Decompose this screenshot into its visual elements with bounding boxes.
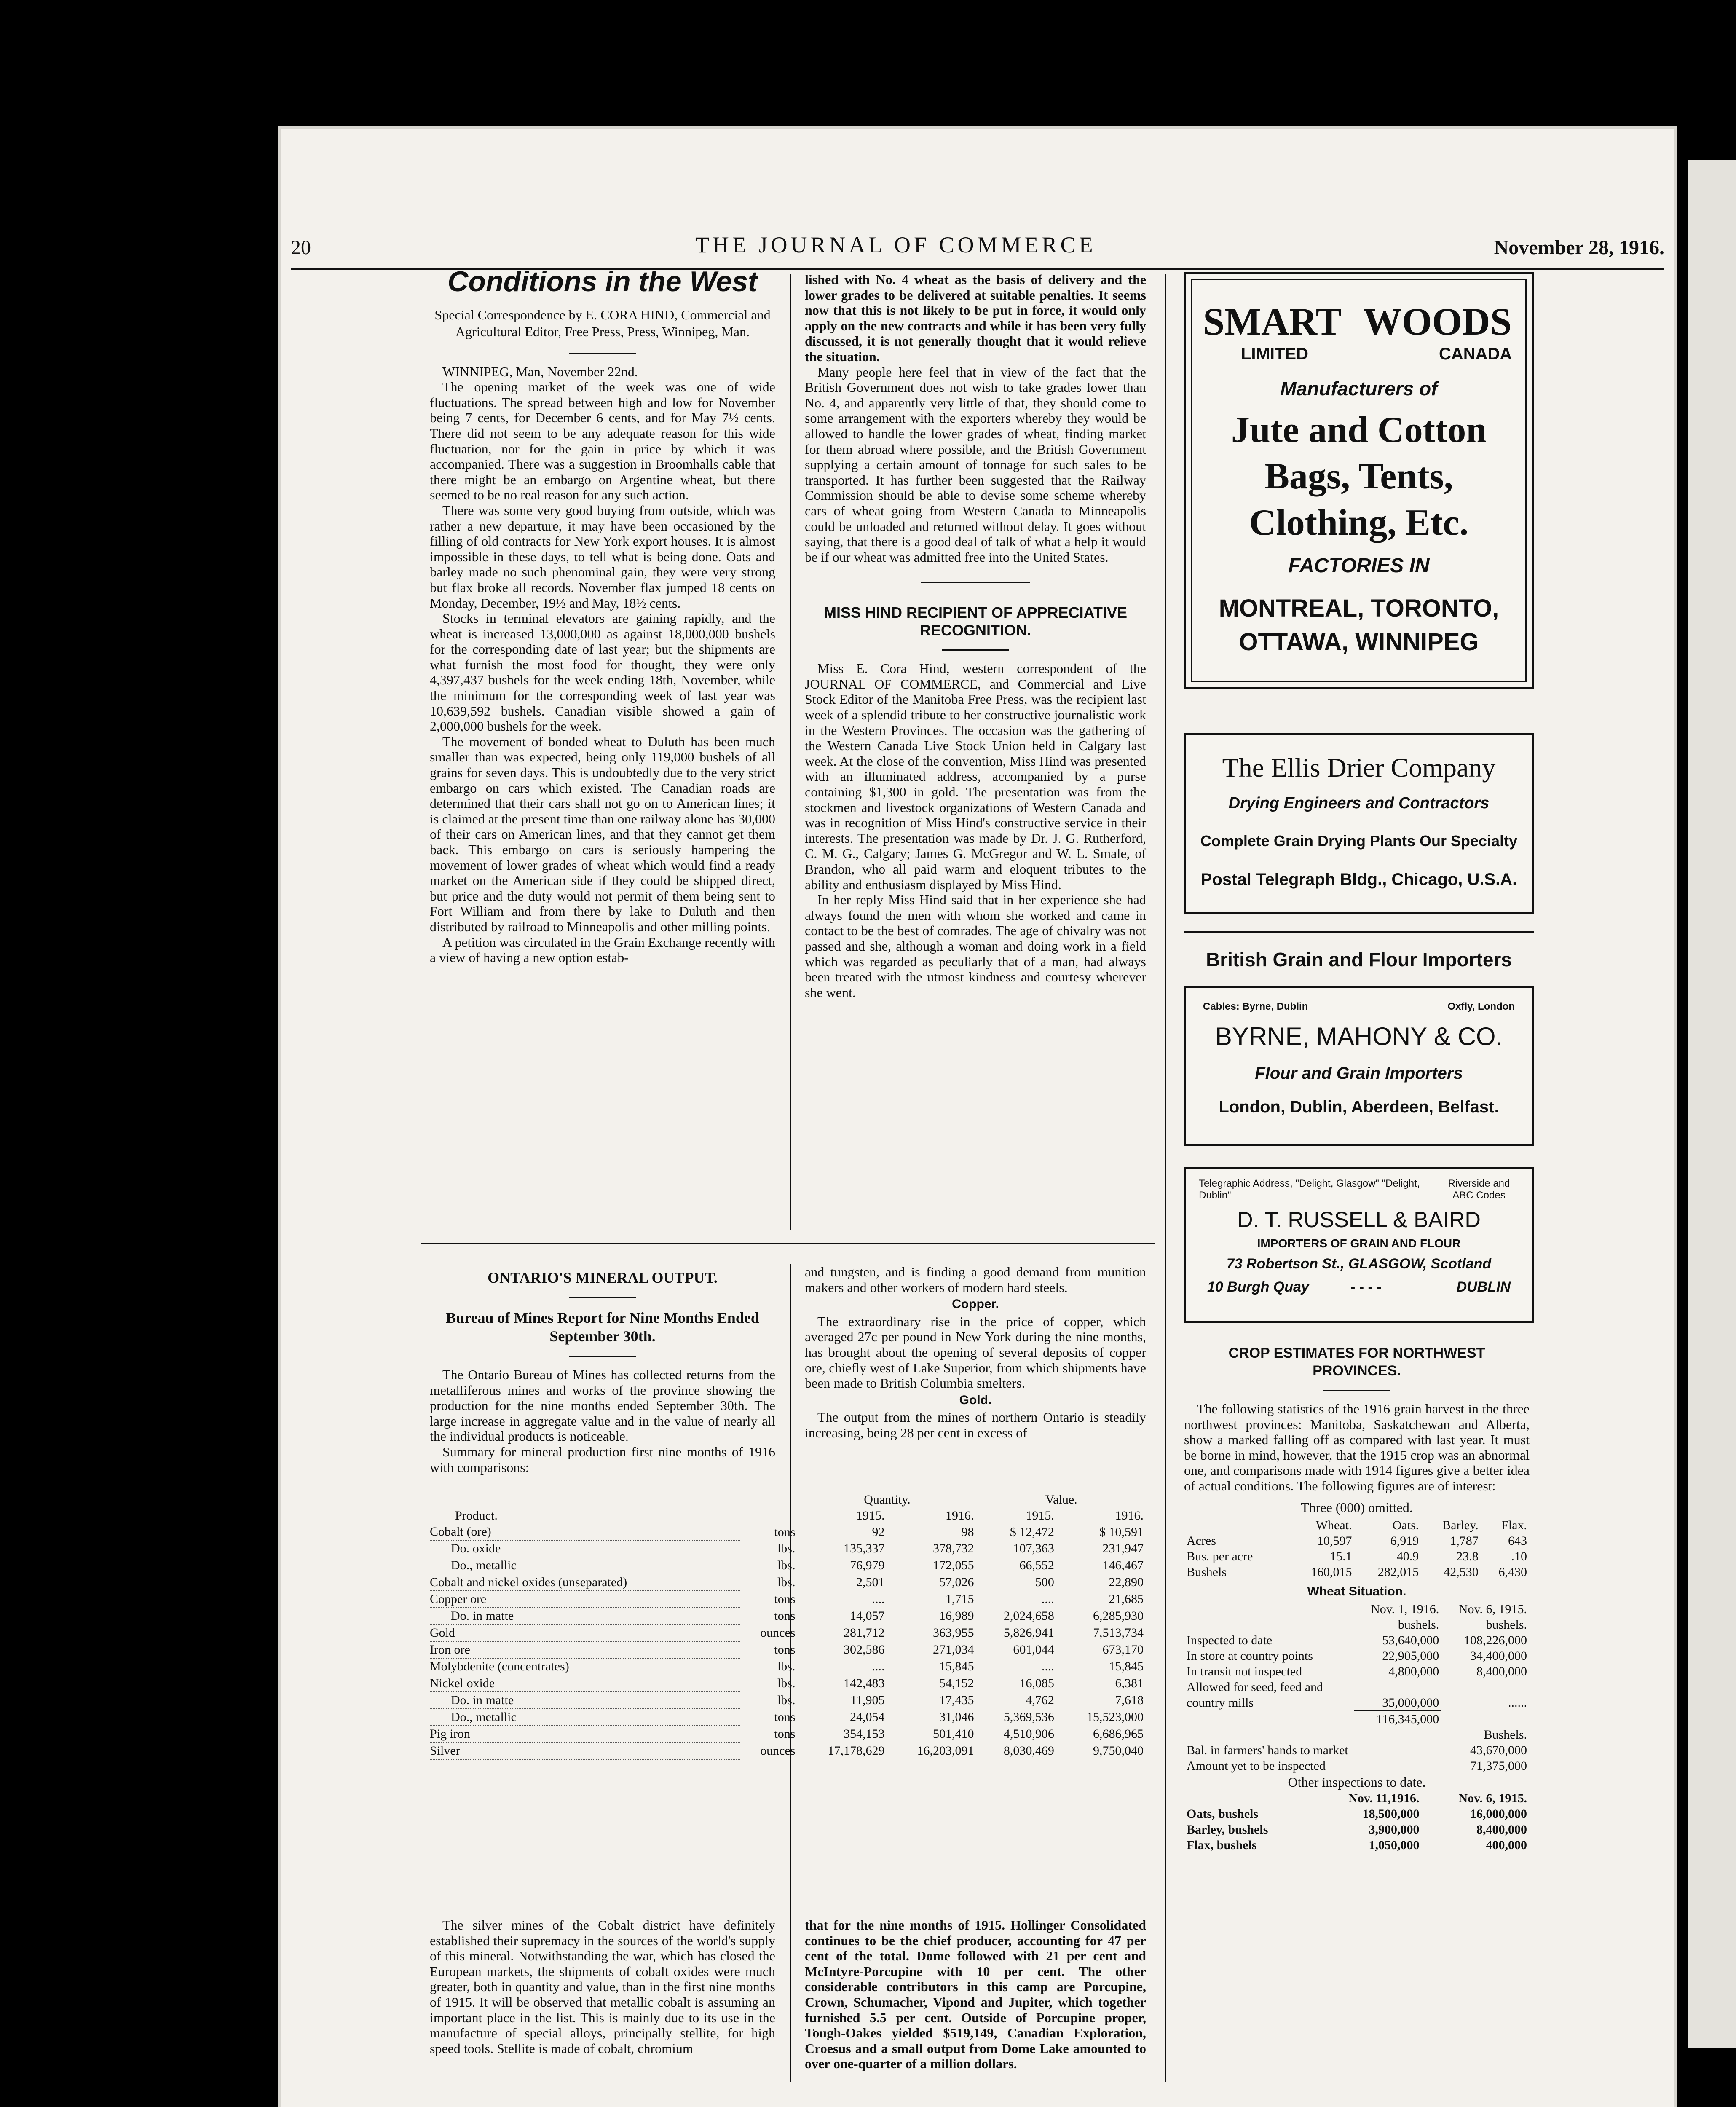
- table-cell: 1,787: [1450, 1534, 1479, 1548]
- table-cell: 24,054: [850, 1710, 885, 1724]
- table-head-value: Value.: [1045, 1493, 1077, 1507]
- table-year: 1915.: [1026, 1509, 1054, 1523]
- table-cell: 22,890: [1109, 1575, 1144, 1589]
- column-rule: [790, 274, 791, 1230]
- ad-line: Bags, Tents,: [1264, 456, 1453, 497]
- column-crop: [1184, 1344, 1530, 1853]
- bushels-label: Bushels.: [1484, 1727, 1527, 1742]
- wheat-total: 116,345,000: [1354, 1711, 1442, 1727]
- table-cell: 400,000: [1486, 1838, 1527, 1852]
- product-unit: lbs.: [777, 1575, 796, 1589]
- wheat-table: [1184, 1601, 1530, 1774]
- table-cell: 5,369,536: [1003, 1710, 1054, 1724]
- product-name: Cobalt and nickel oxides (unseparated): [430, 1574, 740, 1591]
- column-ontario-bottom-right: [805, 1917, 1146, 2072]
- table-cell: 34,400,000: [1470, 1649, 1527, 1663]
- table-row: [430, 1540, 1146, 1557]
- table-cell: 16,203,091: [917, 1744, 974, 1758]
- paragraph: Summary for mineral production first nine months of 1916 with comparisons:: [430, 1444, 775, 1475]
- table-cell: 9,750,040: [1093, 1744, 1144, 1758]
- product-unit: tons: [774, 1525, 796, 1539]
- ad-byrne-cities: London, Dublin, Aberdeen, Belfast.: [1219, 1098, 1499, 1116]
- table-row: [430, 1692, 1146, 1709]
- table-cell: 8,030,469: [1003, 1744, 1054, 1758]
- ad-byrne-mahony: [1184, 986, 1534, 1146]
- table-cell: 108,226,000: [1464, 1633, 1527, 1647]
- paragraph: Miss E. Cora Hind, western correspondent of the JOURNAL OF COMMERCE, and Commercial and Live Stock Editor of the Manitoba Free Press, was the recipient last week of a splendid tribute to her constructive journalistic work in the Western Provinces. The occasion was the gathering of the Western Canada Live Stock Union held in Calgary last week. At the close of the convention, Miss Hind was presented with an illuminated address, accompanied by a purse containing $1,300 in gold. The presentation was from the stockmen and livestock organizations of Western Canada and was in recognition of Miss Hind's constructive service in their interests. The presentation was made by Dr. J. G. Rutherford, C. M. G., Calgary; James G. McGregor and W. L. Smale, of Brandon, who all paid warm and eloquent tributes to the ability and enthusiasm displayed by Miss Hind.: [805, 661, 1146, 892]
- column-rule: [1165, 274, 1166, 2082]
- product-name: Silver: [430, 1742, 740, 1759]
- divider: [569, 1356, 636, 1357]
- west-byline: Special Correspondence by E. CORA HIND, Commercial and Agricultural Editor, Free Press, Press, Winnipeg, Man.: [434, 307, 771, 339]
- table-row: [430, 1675, 1146, 1692]
- table-cell: 1,715: [946, 1592, 974, 1606]
- product-unit: lbs.: [777, 1541, 796, 1555]
- table-cell: 15,845: [939, 1659, 974, 1673]
- table-cell: .10: [1511, 1549, 1527, 1564]
- table-row: [430, 1524, 1146, 1540]
- table-cell: 17,435: [939, 1693, 974, 1707]
- table-cell: Allowed for seed, feed and: [1187, 1680, 1323, 1694]
- other-inspections-heading: Other inspections to date.: [1288, 1774, 1426, 1790]
- newspaper-page: [278, 126, 1677, 2107]
- table-cell: Bushels: [1187, 1565, 1227, 1579]
- wheat-col: Nov. 1, 1916.: [1371, 1602, 1439, 1616]
- paragraph: The movement of bonded wheat to Duluth has been much smaller than was expected, being only 119,000 bushels of all grains for seven days. This is undoubtedly due to the very strict embargo on cars which existed. The Canadian roads are determined that their cars shall not go on to American lines; it is claimed at the present time than one railway alone has 30,000 of their cars on American lines, and that they cannot get them back. This embargo on cars is seriously hampering the movement of lower grades of wheat which would find a ready market on the American side if they could be shipped direct, but price and the duty would not permit of them being sent to Fort William and from there by lake to Duluth and then distributed by railroad to Minneapolis and other milling points.: [430, 734, 775, 934]
- product-unit: tons: [774, 1727, 796, 1741]
- table-cell: 146,467: [1102, 1558, 1144, 1572]
- column-west: [430, 265, 775, 965]
- table-year: 1916.: [1115, 1509, 1144, 1523]
- wheat-situation-heading: Wheat Situation.: [1307, 1584, 1406, 1599]
- table-cell: 363,955: [933, 1626, 974, 1640]
- ad-byrne-cables: Cables: Byrne, Dublin: [1203, 1001, 1308, 1012]
- table-cell: 16,989: [939, 1609, 974, 1623]
- table-cell: 4,800,000: [1388, 1664, 1439, 1678]
- table-cell: 43,670,000: [1470, 1743, 1527, 1757]
- product-name: Iron ore: [430, 1641, 740, 1658]
- table-cell: In transit not inspected: [1187, 1664, 1302, 1678]
- table-cell: Bal. in farmers' hands to market: [1187, 1743, 1348, 1757]
- table-cell: 302,586: [844, 1643, 885, 1657]
- ad-smart-woods: [1184, 272, 1534, 689]
- table-cell: country mills: [1187, 1696, 1254, 1710]
- table-cell: 172,055: [933, 1558, 974, 1572]
- table-cell: 501,410: [933, 1727, 974, 1741]
- paragraph: and tungsten, and is finding a good demand from munition makers and other workers of modern hard steels.: [805, 1264, 1146, 1295]
- ad-russell-codes: Riverside and ABC Codes: [1448, 1178, 1510, 1201]
- crop-table: [1184, 1517, 1530, 1580]
- divider: [1323, 1390, 1390, 1391]
- paragraph: The opening market of the week was one of wide fluctuations. The spread between high and low for November being 7 cents, for December 6 cents, and for May 7½ cents. There did not seem to be any adequate reason for this wide fluctuation, nor for the gain in price by which it was accompanied. There was a suggestion in Broomhalls cable that there might be an embargo on Argentine wheat, but there seemed to be no real reason for any such action.: [430, 379, 775, 503]
- table-cell: 354,153: [844, 1727, 885, 1741]
- table-cell: 6,686,965: [1093, 1727, 1144, 1741]
- table-cell: [1354, 1679, 1442, 1695]
- table-cell: 22,905,000: [1382, 1649, 1439, 1663]
- ad-russell-sub: IMPORTERS OF GRAIN AND FLOUR: [1257, 1237, 1461, 1250]
- ad-ellis-tag: Drying Engineers and Contractors: [1228, 794, 1490, 812]
- crop-row: [1184, 1564, 1530, 1580]
- product-unit: lbs.: [777, 1693, 796, 1707]
- table-cell: 11,905: [850, 1693, 885, 1707]
- column-ontario: [430, 1268, 775, 1475]
- ontario-subtitle: Bureau of Mines Report for Nine Months Ended September 30th.: [446, 1309, 759, 1345]
- table-cell: 17,178,629: [828, 1744, 885, 1758]
- wheat-row: [1184, 1695, 1530, 1711]
- divider: [569, 353, 636, 354]
- table-cell: [1441, 1679, 1530, 1695]
- table-cell: 42,530: [1444, 1565, 1479, 1579]
- paragraph: Many people here feel that in view of the fact that the British Government does not wish to take grades lower than No. 4, and apparently very little of that, they should come to some arrangement with the exporters whereby they would be allowed to handle the lower grades of wheat, finding market for them abroad where possible, and the British Government supplying a certain amount of tonnage for such sales to be transported. It has further been suggested that the Railway Commission should be able to devise some scheme whereby cars of wheat going from Western Canada to Minneapolis could be unloaded and returned without delay. It goes without saying, that there is a good deal of talk of what a help it would be if our wheat was admitted free into the United States.: [805, 364, 1146, 565]
- table-cell: 35,000,000: [1382, 1695, 1439, 1710]
- paragraph: In her reply Miss Hind said that in her experience she had always found the men with whom she worked and came in contact to be the best of comrades. The age of chivalry was not passed and she, although a woman and doing work in a field which was regarded as peculiarly that of a man, had always been treated with the utmost kindness and courtesy wherever she went.: [805, 892, 1146, 1000]
- table-cell: 76,979: [850, 1558, 885, 1572]
- table-cell: 282,015: [1377, 1565, 1419, 1579]
- mineral-table: [430, 1492, 1155, 1760]
- table-row: [430, 1574, 1146, 1591]
- ad-ellis-spec: Complete Grain Drying Plants Our Specialty: [1200, 832, 1518, 850]
- table-cell: Amount yet to be inspected: [1187, 1759, 1326, 1773]
- table-cell: 601,044: [1013, 1643, 1054, 1657]
- table-cell: Flax, bushels: [1187, 1838, 1257, 1852]
- table-cell: 92: [872, 1525, 885, 1539]
- table-row: [430, 1709, 1146, 1726]
- table-cell: 643: [1508, 1534, 1527, 1548]
- wheat-row: [1184, 1679, 1530, 1695]
- product-unit: tons: [774, 1710, 796, 1724]
- ad-byrne-tag: Flour and Grain Importers: [1255, 1064, 1463, 1083]
- paragraph: The following statistics of the 1916 grain harvest in the three northwest provinces: Manitoba, Saskatchewan and Alberta, show a marked falling off as compared with last year. It must be borne in mind, however, that the 1915 crop was an abnormal one, and comparisons made with 1914 figures give a better idea of actual conditions. The following figures are of interest:: [1184, 1401, 1530, 1493]
- table-cell: 3,900,000: [1369, 1823, 1420, 1837]
- table-cell: 4,762: [1026, 1693, 1054, 1707]
- ad-russell-addr2: 10 Burgh Quay: [1207, 1279, 1309, 1295]
- table-cell: ....: [1041, 1659, 1054, 1673]
- wheat-unit: bushels.: [1398, 1617, 1439, 1632]
- ad-logo-canada: CANADA: [1439, 345, 1512, 363]
- other-col: Nov. 6, 1915.: [1458, 1791, 1527, 1806]
- ad-russell-dublin: DUBLIN: [1456, 1279, 1511, 1295]
- paragraph: that for the nine months of 1915. Hollinger Consolidated continues to be the chief producer, accounting for 47 per cent of the total. Dome followed with 21 per cent and McIntyre-Porcupine with 10 per cent. The other considerable contributors in this camp are Porcupine, Crown, Schumacher, Vipond and Jupiter, which together furnished 5.5 per cent. Outside of Porcupine proper, Tough-Oakes yielded $519,149, Canadian Exploration, Croesus and a small output from Dome Lake amounted to over one-quarter of a million dollars.: [805, 1917, 1146, 2072]
- product-name: Copper ore: [430, 1591, 740, 1608]
- ad-ellis-addr: Postal Telegraph Bldg., Chicago, U.S.A.: [1200, 870, 1517, 889]
- adjacent-page-edge: [1688, 160, 1736, 2048]
- crop-col: Wheat.: [1315, 1518, 1352, 1533]
- table-cell: 54,152: [939, 1676, 974, 1690]
- table-cell: 21,685: [1109, 1592, 1144, 1606]
- table-cell: 16,000,000: [1470, 1807, 1527, 1821]
- table-cell: 6,381: [1115, 1676, 1144, 1690]
- balance-row: [1184, 1758, 1530, 1774]
- paragraph: Stocks in terminal elevators are gaining rapidly, and the wheat is increased 13,000,000 as against 18,000,000 bushels for the corresponding date of last year; but the shipments are what furnish the most food for thought, they were only 4,397,437 bushels for the week ending 18th, November, while the minimum for the corresponding week of last year was 10,639,592 bushels. Canadian visible showed a gain of 2,000,000 bushels for the week.: [430, 611, 775, 734]
- table-cell: $ 12,472: [1010, 1525, 1054, 1539]
- ad-logo-woods: WOODS: [1363, 300, 1512, 343]
- table-cell: Acres: [1187, 1534, 1216, 1548]
- table-cell: 31,046: [939, 1710, 974, 1724]
- ad-russell-name: D. T. RUSSELL & BAIRD: [1237, 1208, 1481, 1232]
- section-rule: [1184, 931, 1534, 933]
- table-cell: 71,375,000: [1470, 1759, 1527, 1773]
- table-cell: 142,483: [844, 1676, 885, 1690]
- table-row: [430, 1742, 1146, 1759]
- table-row: [430, 1591, 1146, 1608]
- table-cell: 15,845: [1109, 1659, 1144, 1673]
- table-cell: 2,501: [856, 1575, 885, 1589]
- other-col: Nov. 11,1916.: [1348, 1791, 1420, 1806]
- ad-russell-dashes: - - - -: [1350, 1279, 1382, 1295]
- copper-heading: Copper.: [952, 1297, 999, 1311]
- page-header: [291, 232, 1664, 270]
- paragraph: A petition was circulated in the Grain Exchange recently with a view of having a new option estab-: [430, 934, 775, 965]
- table-cell: 16,085: [1019, 1676, 1054, 1690]
- table-cell: 15,523,000: [1087, 1710, 1144, 1724]
- column-ontario-cont: [805, 1264, 1146, 1441]
- table-cell: 6,430: [1498, 1565, 1527, 1579]
- table-row: [430, 1641, 1146, 1658]
- table-cell: Bus. per acre: [1187, 1549, 1253, 1564]
- product-name: Gold: [430, 1624, 740, 1641]
- table-cell: 8,400,000: [1476, 1823, 1527, 1837]
- page-number: 20: [291, 236, 311, 259]
- table-cell: 8,400,000: [1476, 1664, 1527, 1678]
- product-name: Do. in matte: [430, 1608, 740, 1624]
- table-row: [430, 1726, 1146, 1742]
- table-cell: 4,510,906: [1003, 1727, 1054, 1741]
- wheat-row: [1184, 1633, 1530, 1648]
- paragraph: The Ontario Bureau of Mines has collected returns from the metalliferous mines and works of the province showing the production for the nine months ended September 30th. The large increase in aggregate value and in the value of nearly all the individual products is noticeable.: [430, 1367, 775, 1444]
- table-cell: 6,285,930: [1093, 1609, 1144, 1623]
- table-cell: 98: [961, 1525, 974, 1539]
- gold-heading: Gold.: [959, 1393, 992, 1407]
- ad-ellis-drier: [1184, 733, 1534, 914]
- crop-col: Oats.: [1392, 1518, 1419, 1533]
- ad-cities: OTTAWA, WINNIPEG: [1239, 628, 1479, 656]
- ad-russell-baird: [1184, 1167, 1534, 1323]
- wheat-row: [1184, 1648, 1530, 1664]
- other-row: [1184, 1837, 1530, 1853]
- table-cell: 231,947: [1102, 1541, 1144, 1555]
- column-center-top: [805, 272, 1146, 1000]
- table-row: [430, 1608, 1146, 1624]
- table-cell: 15.1: [1329, 1549, 1352, 1564]
- table-cell: Oats, bushels: [1187, 1807, 1259, 1821]
- product-name: Do., metallic: [430, 1709, 740, 1726]
- ad-byrne-cables-right: Oxfly, London: [1447, 1001, 1515, 1012]
- ad-factories: FACTORIES IN: [1288, 555, 1430, 577]
- table-cell: 53,640,000: [1382, 1633, 1439, 1647]
- table-cell: Inspected to date: [1187, 1633, 1273, 1647]
- ad-logo: [1203, 299, 1515, 371]
- table-cell: ....: [872, 1592, 885, 1606]
- west-dateline: WINNIPEG, Man, November 22nd.: [442, 364, 638, 379]
- issue-date: November 28, 1916.: [1494, 236, 1664, 259]
- table-cell: $ 10,591: [1099, 1525, 1144, 1539]
- ad-byrne-name: BYRNE, MAHONY & CO.: [1215, 1022, 1503, 1051]
- product-name: Do., metallic: [430, 1557, 740, 1574]
- hind-title: MISS HIND RECIPIENT OF APPRECIATIVE RECOGNITION.: [823, 604, 1128, 639]
- divider: [569, 1297, 636, 1298]
- table-cell: 2,024,658: [1003, 1609, 1054, 1623]
- table-cell: 23.8: [1456, 1549, 1479, 1564]
- divider: [921, 582, 1030, 583]
- table-cell: 6,919: [1390, 1534, 1419, 1548]
- table-cell: 7,618: [1115, 1693, 1144, 1707]
- table-cell: ....: [872, 1659, 885, 1673]
- table-cell: 378,732: [933, 1541, 974, 1555]
- product-unit: tons: [774, 1643, 796, 1657]
- product-unit: lbs.: [777, 1676, 796, 1690]
- table-cell: 1,050,000: [1369, 1838, 1420, 1852]
- table-row: [430, 1624, 1146, 1641]
- table-cell: 14,057: [850, 1609, 885, 1623]
- crop-row: [1184, 1533, 1530, 1549]
- table-cell: 281,712: [844, 1626, 885, 1640]
- table-cell: ....: [1041, 1592, 1054, 1606]
- table-year: 1915.: [856, 1509, 885, 1523]
- paragraph: The extraordinary rise in the price of copper, which averaged 27c per pound in New York during the nine months, has brought about the opening of several deposits of copper ore, chiefly west of Lake Superior, from which shipments have been made to British Columbia smelters.: [805, 1314, 1146, 1391]
- divider: [942, 649, 1009, 651]
- wheat-row: [1184, 1664, 1530, 1679]
- table-year: 1916.: [946, 1509, 974, 1523]
- balance-row: [1184, 1742, 1530, 1758]
- other-table: [1184, 1791, 1530, 1853]
- table-row: [430, 1658, 1146, 1675]
- product-unit: lbs.: [777, 1659, 796, 1673]
- product-unit: ounces: [760, 1744, 796, 1758]
- wheat-col: Nov. 6, 1915.: [1458, 1602, 1527, 1616]
- product-name: Pig iron: [430, 1726, 740, 1742]
- section-rule: [421, 1243, 1155, 1244]
- crop-col: Flax.: [1501, 1518, 1527, 1533]
- table-cell: Barley, bushels: [1187, 1823, 1268, 1837]
- table-cell: 18,500,000: [1362, 1807, 1420, 1821]
- ad-russell-tel: Telegraphic Address, "Delight, Glasgow" "Delight, Dublin": [1199, 1178, 1420, 1201]
- table-cell: 66,552: [1019, 1558, 1054, 1572]
- table-cell: 10,597: [1317, 1534, 1352, 1548]
- table-head-quantity: Quantity.: [864, 1493, 911, 1507]
- table-cell: In store at country points: [1187, 1649, 1313, 1663]
- crop-col: Barley.: [1442, 1518, 1479, 1533]
- table-head-product: Product.: [455, 1509, 498, 1523]
- table-cell: 135,337: [844, 1541, 885, 1555]
- wheat-unit: bushels.: [1486, 1617, 1527, 1632]
- table-cell: 107,363: [1013, 1541, 1054, 1555]
- product-name: Do. in matte: [430, 1692, 740, 1709]
- ad-logo-limited: LIMITED: [1241, 345, 1308, 363]
- table-cell: 40.9: [1396, 1549, 1419, 1564]
- table-cell: 673,170: [1102, 1643, 1144, 1657]
- product-name: Molybdenite (concentrates): [430, 1658, 740, 1675]
- publication-title: THE JOURNAL OF COMMERCE: [695, 232, 1096, 257]
- table-cell: 271,034: [933, 1643, 974, 1657]
- ad-line: Jute and Cotton: [1231, 410, 1487, 450]
- product-unit: tons: [774, 1609, 796, 1623]
- other-row: [1184, 1806, 1530, 1822]
- product-name: Nickel oxide: [430, 1675, 740, 1692]
- crop-omitted: Three (000) omitted.: [1301, 1499, 1413, 1515]
- table-cell: 57,026: [939, 1575, 974, 1589]
- ad-bgfi-heading: British Grain and Flour Importers: [1206, 949, 1512, 970]
- ad-line: Clothing, Etc.: [1249, 502, 1469, 543]
- other-row: [1184, 1822, 1530, 1837]
- product-unit: ounces: [760, 1626, 796, 1640]
- ad-logo-smart: SMART: [1203, 300, 1342, 343]
- paragraph: lished with No. 4 wheat as the basis of delivery and the lower grades to be delivered at suitable penalties. It seems now that this is not likely to be put in force, it would only apply on the new contracts and while it has been very fully discussed, it is not generally thought that it would relieve the situation.: [805, 272, 1146, 364]
- table-row: [430, 1557, 1146, 1574]
- ad-russell-addr: 73 Robertson St., GLASGOW, Scotland: [1226, 1256, 1492, 1272]
- product-name: Do. oxide: [430, 1540, 740, 1557]
- west-title: Conditions in the West: [447, 265, 758, 298]
- column-ontario-bottom-left: [430, 1917, 775, 2056]
- paragraph: There was some very good buying from outside, which was rather a new departure, it may have been occasioned by the filling of old contracts for New York export houses. It is almost impossible in these days, to tell what is being done. Oats and barley made no such phenominal gain, they were very strong but flax broke all records. November flax jumped 18 cents on Monday, December, 19½ and May, 18½ cents.: [430, 502, 775, 611]
- table-cell: ......: [1508, 1696, 1527, 1710]
- crop-title: CROP ESTIMATES FOR NORTHWEST PROVINCES.: [1228, 1345, 1485, 1379]
- table-cell: 7,513,734: [1093, 1626, 1144, 1640]
- table-cell: 5,826,941: [1003, 1626, 1054, 1640]
- ontario-title: ONTARIO'S MINERAL OUTPUT.: [488, 1269, 718, 1286]
- paragraph: The silver mines of the Cobalt district have definitely established their supremacy in the sources of the world's supply of this mineral. Notwithstanding the war, which has closed the European markets, the shipments of cobalt oxides were much greater, both in quantity and value, than in the first nine months of 1915. It will be observed that metallic cobalt is assuming an important place in the list. This is mainly due to its use in the manufacture of special alloys, principally stellite, for high speed tools. Stellite is made of cobalt, chromium: [430, 1917, 775, 2056]
- column-rule: [790, 1264, 791, 2082]
- ad-ellis-name: The Ellis Drier Company: [1222, 753, 1496, 783]
- product-name: Cobalt (ore): [430, 1524, 740, 1540]
- ad-manufacturers: Manufacturers of: [1280, 378, 1438, 399]
- ad-cities: MONTREAL, TORONTO,: [1219, 595, 1499, 622]
- table-cell: 500: [1035, 1575, 1054, 1589]
- product-unit: tons: [774, 1592, 796, 1606]
- table-cell: 160,015: [1310, 1565, 1352, 1579]
- crop-row: [1184, 1549, 1530, 1564]
- product-unit: lbs.: [777, 1558, 796, 1572]
- paragraph: The output from the mines of northern Ontario is steadily increasing, being 28 per cent in excess of: [805, 1410, 1146, 1440]
